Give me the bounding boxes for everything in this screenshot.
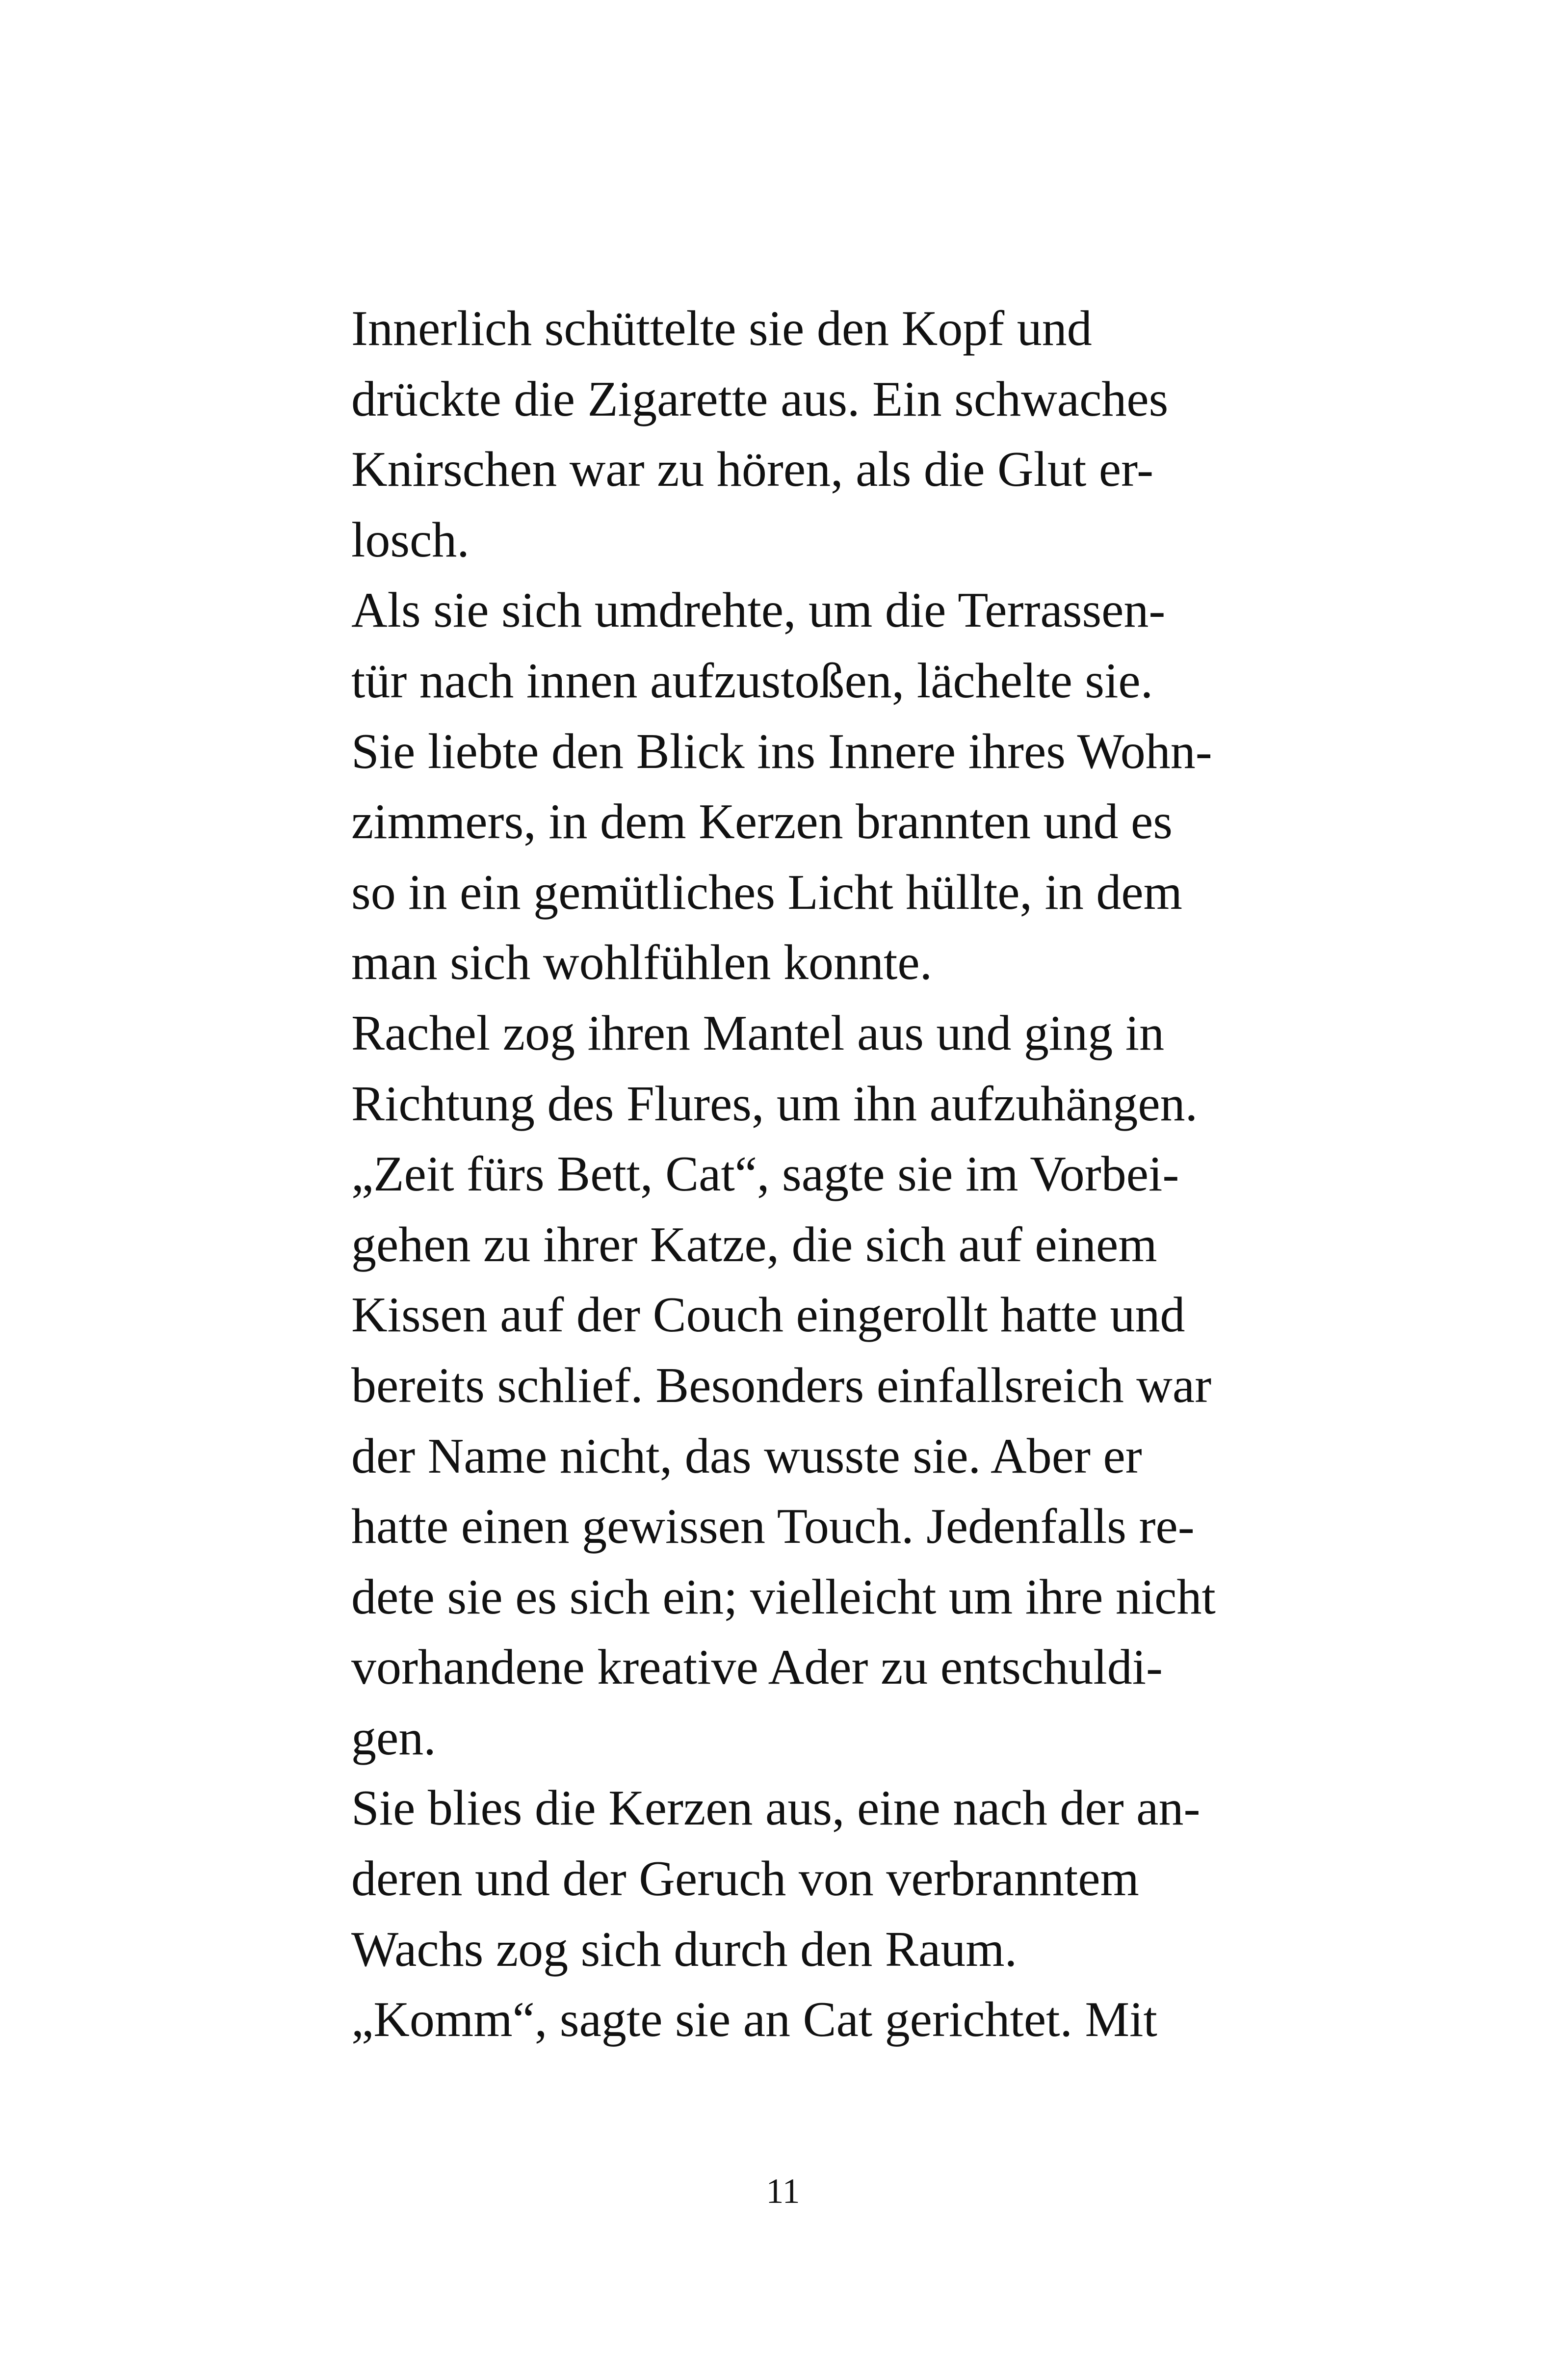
body-text [351, 293, 1283, 2055]
text-line: so in ein gemütliches Licht hüllte, in dem [351, 864, 1183, 920]
text-line: bereits schlief. Besonders einfallsreich war [351, 1357, 1212, 1413]
text-line: gehen zu ihrer Katze, die sich auf einem [351, 1216, 1157, 1272]
text-line: vorhandene kreative Ader zu entschuldi- [351, 1640, 1163, 1695]
text-line: Knirschen war zu hören, als die Glut er- [351, 442, 1154, 498]
text-line: deren und der Geruch von verbranntem [351, 1851, 1139, 1907]
text-line: zimmers, in dem Kerzen brannten und es [351, 794, 1173, 850]
text-line: Als sie sich umdrehte, um die Terrassen- [351, 582, 1166, 638]
page-number: 11 [766, 2171, 800, 2211]
text-line: Richtung des Flures, um ihn aufzuhängen. [351, 1076, 1198, 1132]
text-line: dete sie es sich ein; vielleicht um ihre nicht [351, 1569, 1216, 1625]
text-line: gen. [351, 1710, 436, 1766]
text-line: Sie liebte den Blick ins Innere ihres Wohn- [351, 723, 1212, 779]
text-line: „Komm“, sagte sie an Cat gerichtet. Mit [351, 1992, 1157, 2048]
text-line: der Name nicht, das wusste sie. Aber er [351, 1428, 1142, 1484]
text-line: Kissen auf der Couch eingerollt hatte und [351, 1287, 1185, 1343]
text-line: Wachs zog sich durch den Raum. [351, 1921, 1018, 1977]
text-line: drückte die Zigarette aus. Ein schwaches [351, 371, 1169, 427]
text-line: losch. [351, 512, 470, 568]
text-line: „Zeit fürs Bett, Cat“, sagte sie im Vorbei- [351, 1146, 1179, 1202]
text-line: tür nach innen aufzustoßen, lächelte sie. [351, 653, 1153, 709]
text-line: Rachel zog ihren Mantel aus und ging in [351, 1005, 1165, 1061]
text-line: man sich wohlfühlen konnte. [351, 935, 933, 991]
text-line: Innerlich schüttelte sie den Kopf und [351, 301, 1092, 356]
text-line: hatte einen gewissen Touch. Jedenfalls re- [351, 1499, 1195, 1555]
text-line: Sie blies die Kerzen aus, eine nach der an- [351, 1780, 1201, 1836]
